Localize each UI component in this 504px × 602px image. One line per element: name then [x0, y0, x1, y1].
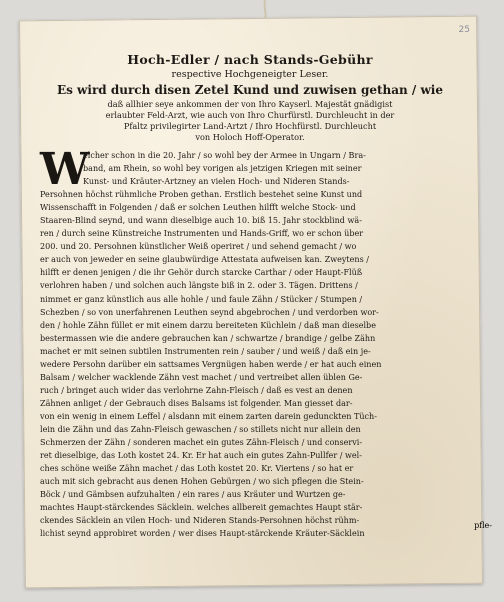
body-text — [40, 144, 460, 540]
body-line: ches schöne weiße Zähn machet / das Loth kostet 20. Kr. Viertens / so hat er — [40, 464, 354, 474]
body-line: er auch von jeweder en seine glaubwürdige Attestata aufweisen kan. Zweytens / — [40, 255, 369, 265]
body-line: verlohren haben / und solchen auch längste biß in 2. oder 3. Tägen. Drittens / — [40, 281, 358, 291]
body-line: Zähnen anliget / der Gebrauch dises Balsams ist folgender. Man giesset dar- — [40, 398, 353, 408]
body-line: ret dieselbige, das Loth kostet 24. Kr. Er hat auch ein gutes Zahn-Pullfer / wel- — [40, 451, 362, 461]
body-line: lichist seynd approbiret worden / wer dises Haupt-stärckende Kräuter-Säcklein — [40, 529, 365, 539]
body-line: nimmet er ganz künstlich aus alle hohle / und faule Zähn / Stücker / Stumpen / — [40, 294, 363, 304]
drop-cap: W — [40, 144, 90, 195]
body-line: auch mit sich gebracht aus denen Hohen Gebürgen / wo sich pflegen die Stein- — [40, 477, 364, 487]
body-line: ren / durch seine Künstreiche Instrumenten und Hands-Griff, wo er schon über — [40, 229, 364, 239]
printed-text — [40, 52, 460, 540]
detail-line: von Holoch Hoff-Operator. — [195, 132, 305, 142]
detail-line: daß allhier seye ankommen der von Ihro Kayserl. Majestät gnädigist — [107, 99, 393, 109]
body-line: den / hohle Zähn füllet er mit einem darzu bereiteten Küchlein / daß man dieselbe — [40, 320, 376, 330]
announcement: Es wird durch disen Zetel Kund und zuwisen gethan / wie — [56, 83, 444, 97]
body-line: Staaren-Blind seynd, und wann dieselbige auch 10. biß 15. Jahr stockblind wä- — [40, 216, 362, 226]
body-line: Wissenschafft in Folgenden / daß er solchen Leuthen hilfft welche Stock- und — [40, 203, 356, 213]
body-line: von ein wenig in einem Leffel / alsdann mit einem zarten darein gedunckten Tüch- — [40, 411, 377, 421]
body-line: machtes Haupt-stärckendes Säcklein. welches allbereit gemachtes Haupt stär- — [40, 503, 363, 513]
body-line: Kunst- und Kräuter-Artzney an vielen Hoch- und Nideren Stands- — [83, 177, 350, 187]
body-line: machet er mit seinen subtilen Instrumenten rein / sauber / und weiß / daß ein je- — [40, 346, 371, 356]
body-line: Persohnen höchst rühmliche Proben gethan. Erstlich bestehet seine Kunst und — [40, 190, 363, 200]
body-line: ruch / bringet auch wider das verlohrne Zahn-Fleisch / daß es vest an denen — [40, 385, 353, 395]
page-number: 25 — [458, 25, 470, 35]
body-line: wedere Persohn darüber ein sattsames Vergnügen haben werde / er hat auch einen — [40, 359, 382, 369]
subtitle: respective Hochgeneigter Leser. — [171, 69, 329, 80]
body-line: Schmerzen der Zähn / sonderen machet ein gutes Zähn-Fleisch / und conservi- — [40, 438, 363, 448]
body-line: hilfft er denen jenigen / die ihr Gehör durch starcke Carthar / oder Haupt-Flüß — [40, 268, 363, 278]
body-line: Balsam / welcher wacklende Zähn vest machet / und vertreibet allen üblen Ge- — [40, 372, 363, 382]
body-line: Böck / und Gämbsen aufzuhalten / ein rares / aus Kräuter und Wurtzen ge- — [40, 490, 346, 500]
detail-line: erlaubter Feld-Arzt, wie auch von Ihro Churfürstl. Durchleucht in der — [105, 110, 395, 120]
title: Hoch-Edler / nach Stands-Gebühr — [127, 52, 373, 67]
detail-line: Pfaltz privilegirter Land-Artzt / Ihro Hochfürstl. Durchleucht — [123, 121, 377, 131]
body-line: bestermassen wie die andere gebrauchen kan / schwartze / brandige / gelbe Zähn — [40, 333, 376, 343]
body-line: elcher schon in die 20. Jahr / so wohl bey der Armee in Ungarn / Bra- — [83, 151, 366, 160]
body-line: 200. und 20. Persohnen künstlicher Weiß operiret / und sehend gemacht / wo — [40, 242, 357, 252]
catchword: pfle- — [474, 521, 492, 530]
body-line: lein die Zähn und das Zahn-Fleisch gewaschen / so stillets nicht nur allein den — [40, 424, 361, 434]
body-line: band, am Rhein, so wohl bey vorigen als jetzigen Kriegen mit seiner — [83, 164, 362, 174]
body-line: ckendes Säcklein an vilen Hoch- und Nideren Stands-Persohnen höchst rühm- — [40, 516, 360, 526]
body-line: Schezben / so von unerfahrenen Leuthen seynd abgebrochen / und verdorben wor- — [40, 307, 379, 317]
